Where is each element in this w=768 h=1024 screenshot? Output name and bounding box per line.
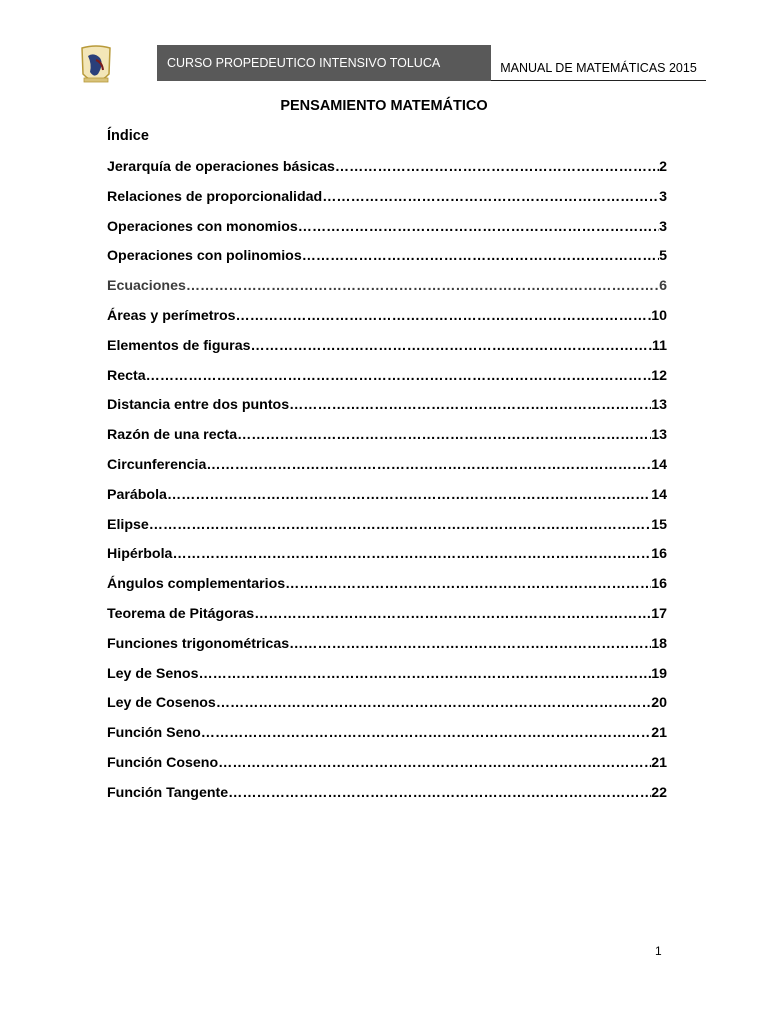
toc-entry (107, 156, 667, 186)
toc-entry-label: Hipérbola (107, 546, 173, 563)
toc-entry-page: 14 (651, 456, 667, 473)
toc-entry (107, 663, 667, 693)
toc-entry-label: Ley de Cosenos (107, 695, 216, 712)
toc-entry (107, 394, 667, 424)
toc-dot-leader (149, 514, 651, 544)
toc-entry-page: 22 (651, 784, 667, 801)
header-manual-title: MANUAL DE MATEMÁTICAS 2015 (491, 45, 706, 81)
toc-entry-label: Distancia entre dos puntos (107, 397, 290, 414)
toc-entry (107, 543, 667, 573)
toc-entry-label: Operaciones con polinomios (107, 248, 302, 265)
toc-entry (107, 633, 667, 663)
toc-dot-leader (216, 692, 651, 722)
toc-entry (107, 573, 667, 603)
school-crest-icon (76, 44, 116, 90)
toc-entry-page: 14 (651, 486, 667, 503)
toc-dot-leader (302, 245, 659, 275)
toc-entry-label: Operaciones con monomios (107, 218, 298, 235)
toc-entry-label: Teorema de Pitágoras (107, 605, 255, 622)
toc-entry-page: 21 (651, 725, 667, 742)
toc-dot-leader (335, 156, 659, 186)
toc-dot-leader (146, 365, 652, 395)
toc-dot-leader (289, 394, 651, 424)
toc-entry-page: 2 (659, 159, 667, 175)
toc-entry (107, 514, 667, 544)
toc-dot-leader (254, 603, 651, 633)
toc-entry (107, 216, 667, 246)
toc-dot-leader (289, 633, 651, 663)
toc-entry-label: Funciones trigonométricas (107, 635, 290, 652)
toc-dot-leader (228, 782, 651, 812)
toc-entry-page: 18 (651, 635, 667, 652)
toc-entry (107, 752, 667, 782)
toc-entry-page: 16 (651, 576, 667, 593)
toc-entry-page: 11 (652, 337, 667, 354)
toc-entry (107, 603, 667, 633)
toc-entry-label: Función Tangente (107, 784, 229, 801)
toc-entry (107, 305, 667, 335)
toc-entry-page: 12 (651, 367, 667, 384)
toc-entry-page: 20 (651, 695, 667, 712)
toc-entry-page: 21 (651, 754, 667, 771)
toc-entry (107, 275, 667, 305)
toc-entry-label: Jerarquía de operaciones básicas (107, 159, 335, 175)
toc-entry-page: 6 (659, 278, 667, 295)
toc-entry-label: Circunferencia (107, 456, 207, 473)
toc-entry-page: 5 (659, 248, 667, 265)
toc-dot-leader (201, 722, 651, 752)
toc-dot-leader (218, 752, 651, 782)
toc-entry-page: 13 (651, 427, 667, 444)
toc-entry-label: Elipse (107, 516, 149, 533)
toc-dot-leader (167, 484, 651, 514)
toc-entry-page: 15 (651, 516, 667, 533)
table-of-contents (107, 156, 667, 812)
toc-entry-label: Relaciones de proporcionalidad (107, 188, 323, 205)
index-heading: Índice (107, 128, 149, 144)
toc-entry-page: 3 (659, 218, 667, 235)
toc-dot-leader (237, 424, 651, 454)
toc-dot-leader (172, 543, 651, 573)
toc-dot-leader (322, 186, 659, 216)
toc-entry-label: Función Coseno (107, 754, 219, 771)
toc-entry (107, 722, 667, 752)
toc-entry (107, 692, 667, 722)
toc-entry-label: Áreas y perímetros (107, 307, 236, 324)
toc-entry-page: 3 (659, 188, 667, 205)
page-title: PENSAMIENTO MATEMÁTICO (280, 98, 488, 114)
toc-entry (107, 245, 667, 275)
toc-entry (107, 186, 667, 216)
toc-dot-leader (285, 573, 651, 603)
toc-entry-label: Parábola (107, 486, 167, 503)
toc-entry-page: 19 (651, 665, 667, 682)
toc-entry-label: Elementos de figuras (107, 337, 251, 354)
toc-entry (107, 365, 667, 395)
toc-entry-page: 10 (651, 307, 667, 324)
toc-entry-page: 13 (651, 397, 667, 414)
toc-dot-leader (206, 454, 651, 484)
toc-entry-label: Ley de Senos (107, 665, 199, 682)
toc-entry (107, 424, 667, 454)
toc-dot-leader (186, 275, 659, 305)
toc-entry (107, 335, 667, 365)
toc-dot-leader (198, 663, 651, 693)
toc-entry-label: Recta (107, 367, 146, 384)
toc-entry-page: 17 (651, 605, 667, 622)
toc-dot-leader (298, 216, 659, 246)
toc-entry-label: Ángulos complementarios (107, 576, 286, 593)
toc-entry (107, 454, 667, 484)
toc-entry-label: Razón de una recta (107, 427, 238, 444)
header-course-title: CURSO PROPEDEUTICO INTENSIVO TOLUCA (157, 45, 491, 81)
page-number: 1 (655, 944, 662, 958)
toc-entry-label: Función Seno (107, 725, 201, 742)
toc-entry (107, 782, 667, 812)
toc-entry-label: Ecuaciones (107, 278, 186, 295)
toc-dot-leader (251, 335, 653, 365)
toc-entry-page: 16 (651, 546, 667, 563)
toc-entry (107, 484, 667, 514)
toc-dot-leader (236, 305, 652, 335)
